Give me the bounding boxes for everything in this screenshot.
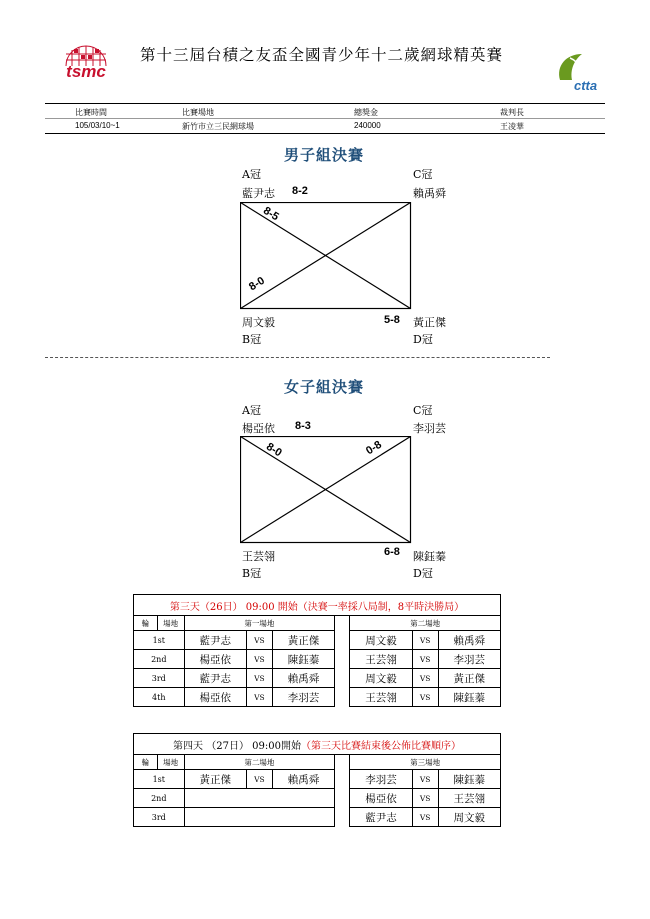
empty-court-cell [184, 808, 335, 827]
day3-title: 第三天（26日） 09:00 開始（決賽一率採八局制，8平時決勝局） [134, 595, 501, 616]
day4-title [134, 734, 501, 755]
day4-title-main: 第四天 （27日） 09:00開始 [173, 740, 301, 752]
info-value-venue: 新竹市立三民網球場 [182, 122, 254, 131]
vs-label: VS [412, 770, 438, 789]
player-cell: 李羽芸 [438, 650, 500, 669]
girls-b-group: B冠 [242, 567, 262, 580]
boys-score-top: 8-2 [292, 185, 308, 197]
day3-col-court: 場地 [157, 616, 184, 631]
boys-score-bottom: 5-8 [384, 314, 400, 326]
round-label: 4th [134, 688, 185, 707]
gap-cell [335, 650, 350, 669]
table-row [134, 808, 501, 827]
info-mid-rule [45, 118, 605, 119]
boys-a-player: 藍尹志 [242, 187, 275, 200]
player-cell: 藍尹志 [350, 808, 412, 827]
boys-final-title: 男子組決賽 [284, 146, 365, 164]
boys-score-diag-a: 8-5 [261, 204, 281, 224]
info-header-prize: 總獎金 [354, 108, 378, 117]
gap-cell [335, 631, 350, 650]
player-cell: 李羽芸 [350, 770, 412, 789]
svg-text:ctta: ctta [574, 78, 598, 93]
player-cell: 陳鈺蓁 [272, 650, 334, 669]
player-cell: 藍尹志 [184, 669, 246, 688]
info-top-rule [45, 103, 605, 104]
gap-cell [335, 789, 350, 808]
day4-title-note: （第三天比賽結束後公佈比賽順序） [300, 740, 461, 752]
player-cell: 李羽芸 [272, 688, 334, 707]
table-row [134, 631, 501, 650]
day4-schedule-table [133, 733, 501, 827]
day4-court2-header: 第三場地 [350, 755, 501, 770]
round-label: 1st [134, 631, 185, 650]
boys-b-group: B冠 [242, 333, 262, 346]
vs-label: VS [246, 631, 272, 650]
round-label: 2nd [134, 789, 185, 808]
player-cell: 藍尹志 [184, 631, 246, 650]
table-row [134, 688, 501, 707]
vs-label: VS [246, 688, 272, 707]
tsmc-logo [52, 44, 120, 82]
girls-score-top: 8-3 [295, 420, 311, 432]
boys-d-group: D冠 [413, 333, 433, 346]
vs-label: VS [412, 789, 438, 808]
vs-label: VS [412, 808, 438, 827]
day4-court1-header: 第二場地 [184, 755, 335, 770]
vs-label: VS [246, 770, 272, 789]
gap-cell [335, 808, 350, 827]
player-cell: 周文毅 [350, 631, 412, 650]
player-cell: 賴禹舜 [272, 669, 334, 688]
day3-court2-header: 第二場地 [350, 616, 501, 631]
table-row [134, 650, 501, 669]
round-label: 3rd [134, 808, 185, 827]
boys-c-group: C冠 [413, 168, 433, 181]
player-cell: 陳鈺蓁 [438, 688, 500, 707]
vs-label: VS [412, 669, 438, 688]
table-row [134, 789, 501, 808]
player-cell: 王芸翎 [350, 650, 412, 669]
day4-gap [335, 755, 350, 770]
section-divider [45, 357, 550, 358]
girls-a-group: A冠 [242, 404, 261, 417]
girls-score-diag-a: 8-0 [264, 440, 284, 460]
table-row [134, 770, 501, 789]
day3-col-round: 輪 [134, 616, 158, 631]
girls-a-player: 楊亞依 [242, 422, 275, 435]
player-cell: 楊亞依 [350, 789, 412, 808]
player-cell: 楊亞依 [184, 688, 246, 707]
girls-d-group: D冠 [413, 567, 433, 580]
boys-b-player: 周文毅 [242, 316, 275, 329]
player-cell: 賴禹舜 [272, 770, 334, 789]
day4-col-round: 輪 [134, 755, 158, 770]
info-header-referee: 裁判長 [500, 108, 524, 117]
info-header-venue: 比賽場地 [182, 108, 214, 117]
player-cell: 周文毅 [438, 808, 500, 827]
gap-cell [335, 688, 350, 707]
boys-d-player: 黃正傑 [413, 316, 446, 329]
vs-label: VS [412, 650, 438, 669]
girls-c-player: 李羽芸 [413, 422, 446, 435]
round-label: 1st [134, 770, 185, 789]
girls-b-player: 王芸翎 [242, 550, 275, 563]
info-value-prize: 240000 [354, 121, 381, 130]
player-cell: 陳鈺蓁 [438, 770, 500, 789]
day3-court1-header: 第一場地 [184, 616, 335, 631]
boys-c-player: 賴禹舜 [413, 187, 446, 200]
player-cell: 黃正傑 [184, 770, 246, 789]
table-row [134, 669, 501, 688]
player-cell: 周文毅 [350, 669, 412, 688]
vs-label: VS [412, 688, 438, 707]
page-title: 第十三屆台積之友盃全國青少年十二歲網球精英賽 [140, 46, 504, 64]
info-bottom-rule [45, 133, 605, 134]
ctta-logo [552, 50, 602, 94]
boys-a-group: A冠 [242, 168, 261, 181]
vs-label: VS [246, 669, 272, 688]
girls-d-player: 陳鈺蓁 [413, 550, 446, 563]
info-value-referee: 王凌華 [500, 122, 524, 131]
girls-final-title: 女子組決賽 [284, 378, 365, 396]
info-value-date: 105/03/10~1 [75, 121, 120, 130]
round-label: 2nd [134, 650, 185, 669]
gap-cell [335, 770, 350, 789]
girls-score-diag-c: 0-8 [364, 438, 384, 458]
round-label: 3rd [134, 669, 185, 688]
vs-label: VS [246, 650, 272, 669]
player-cell: 黃正傑 [272, 631, 334, 650]
info-header-date: 比賽時間 [75, 108, 107, 117]
girls-c-group: C冠 [413, 404, 433, 417]
girls-score-bottom: 6-8 [384, 546, 400, 558]
player-cell: 王芸翎 [350, 688, 412, 707]
gap-cell [335, 669, 350, 688]
day3-schedule-table [133, 594, 501, 707]
player-cell: 黃正傑 [438, 669, 500, 688]
player-cell: 王芸翎 [438, 789, 500, 808]
svg-text:tsmc: tsmc [66, 62, 106, 81]
day3-gap [335, 616, 350, 631]
day4-col-court: 場地 [157, 755, 184, 770]
vs-label: VS [412, 631, 438, 650]
boys-score-diag-b: 8-0 [247, 274, 267, 294]
player-cell: 賴禹舜 [438, 631, 500, 650]
empty-court-cell [184, 789, 335, 808]
player-cell: 楊亞依 [184, 650, 246, 669]
